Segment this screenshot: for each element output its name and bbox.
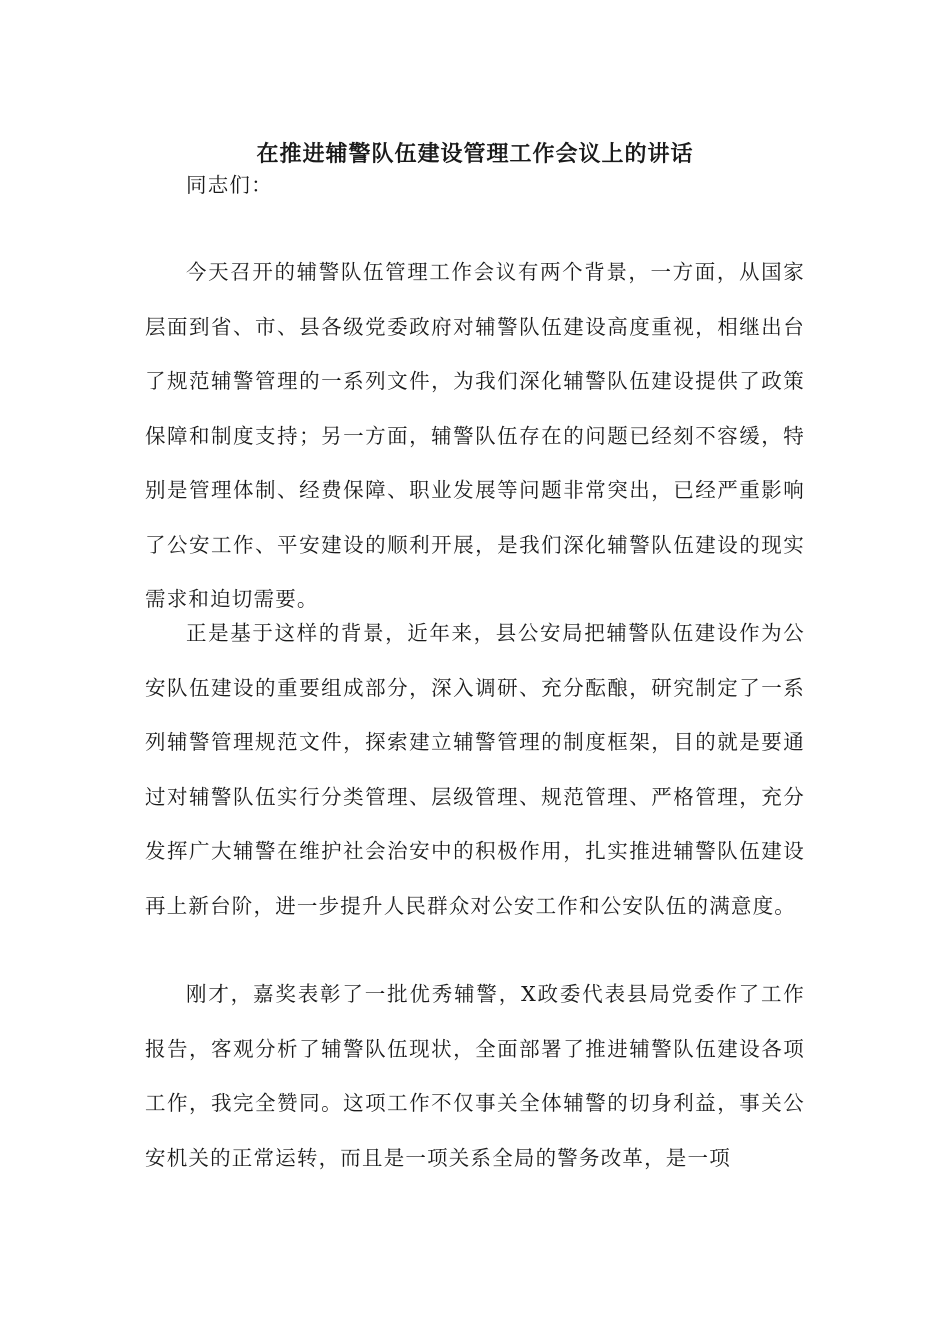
document-title: 在推进辅警队伍建设管理工作会议上的讲话 [256,141,694,167]
body-paragraph-3: 刚才，嘉奖表彰了一批优秀辅警，X政委代表县局党委作了工作报告，客观分析了辅警队伍现状，全面部署了推进辅警队伍建设各项工作，我完全赞同。这项工作不仅事关全体辅警的切身利益，事关公安机关的正常运转，而且是一项关系全局的警务改革，是一项 [145,982,805,1170]
body-paragraph-2: 正是基于这样的背景，近年来，县公安局把辅警队伍建设作为公安队伍建设的重要组成部分，深入调研、充分酝酿，研究制定了一系列辅警管理规范文件，探索建立辅警管理的制度框架，目的就是要通过对辅警队伍实行分类管理、层级管理、规范管理、严格管理，充分发挥广大辅警在维护社会治安中的积极作用，扎实推进辅警队伍建设再上新台阶，进一步提升人民群众对公安工作和公安队伍的满意度。 [145,621,805,918]
greeting: 同志们： [186,173,273,197]
body-paragraph-1: 今天召开的辅警队伍管理工作会议有两个背景，一方面，从国家层面到省、市、县各级党委政府对辅警队伍建设高度重视，相继出台了规范辅警管理的一系列文件，为我们深化辅警队伍建设提供了政策保障和制度支持；另一方面，辅警队伍存在的问题已经刻不容缓，特别是管理体制、经费保障、职业发展等问题非常突出，已经严重影响了公安工作、平安建设的顺利开展，是我们深化辅警队伍建设的现实需求和迫切需要。 [145,260,805,611]
